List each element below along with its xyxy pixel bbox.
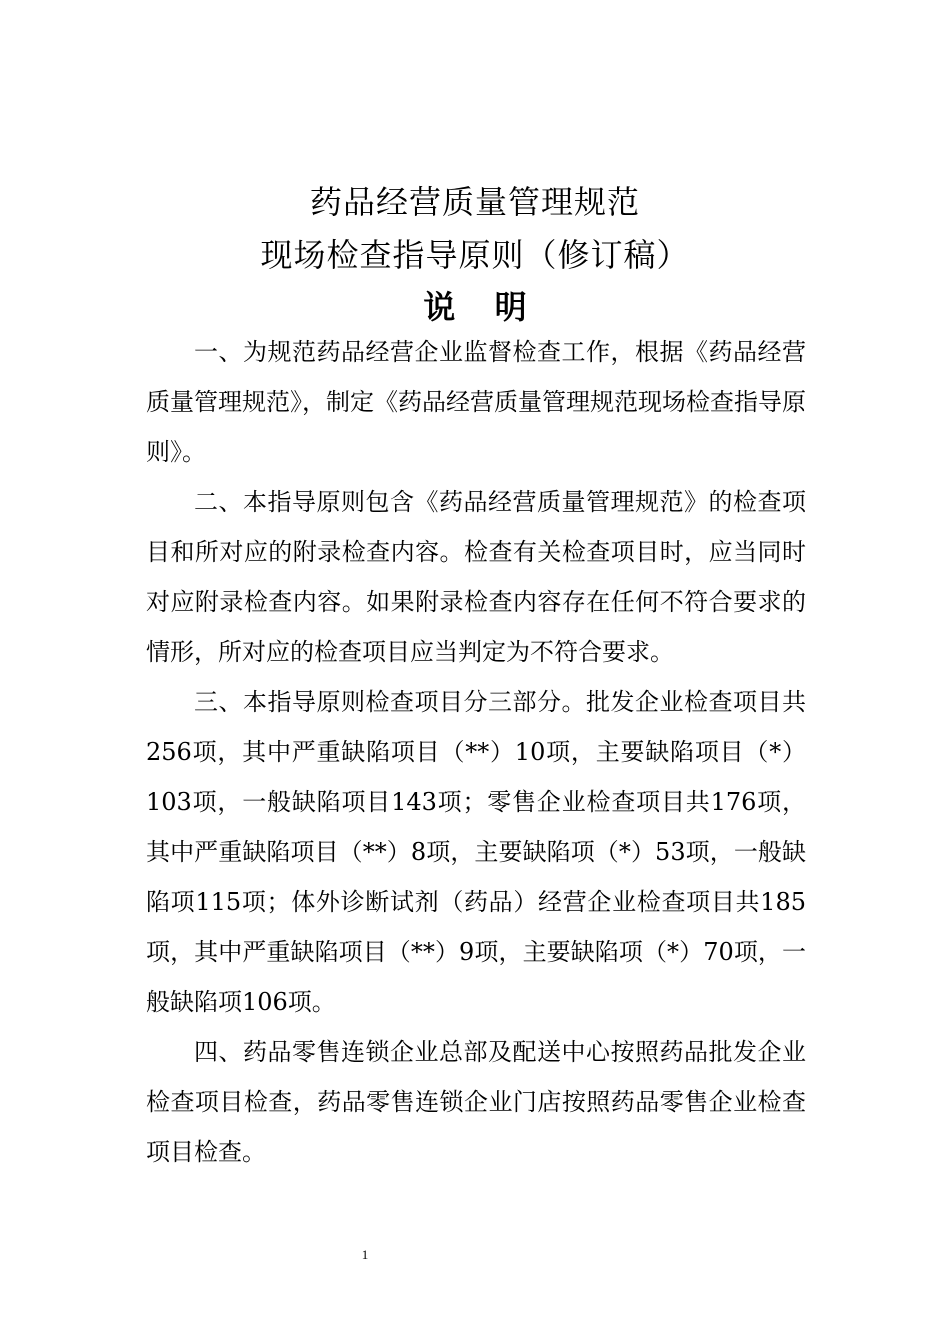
document-title-line-2: 现场检查指导原则（修订稿）	[260, 236, 690, 274]
page-number: 1	[361, 1247, 369, 1262]
section-heading: 说 明	[423, 288, 541, 326]
paragraph-2: 二、本指导原则包含《药品经营质量管理规范》的检查项目和所对应的附录检查内容。检查有关检查项目时，应当同时对应附录检查内容。如果附录检查内容存在任何不符合要求的情形，所对应的检查项目应当判定为不符合要求。	[146, 488, 806, 666]
title-block	[0, 176, 950, 332]
paragraph-1: 一、为规范药品经营企业监督检查工作，根据《药品经营质量管理规范》，制定《药品经营质量管理规范现场检查指导原则》。	[146, 338, 806, 466]
body-text	[146, 327, 806, 1177]
paragraph-4: 四、药品零售连锁企业总部及配送中心按照药品批发企业检查项目检查，药品零售连锁企业门店按照药品零售企业检查项目检查。	[146, 1038, 806, 1166]
document-title-line-1: 药品经营质量管理规范	[309, 183, 640, 221]
paragraph-3: 三、本指导原则检查项目分三部分。批发企业检查项目共256项，其中严重缺陷项目（**）10项，主要缺陷项目（*）103项，一般缺陷项目143项；零售企业检查项目共176项，其中严重缺陷项目（**）8项，主要缺陷项（*）53项，一般缺陷项115项；体外诊断试剂（药品）经营企业检查项目共185项，其中严重缺陷项目（**）9项，主要缺陷项（*）70项，一般缺陷项106项。	[146, 688, 806, 1016]
